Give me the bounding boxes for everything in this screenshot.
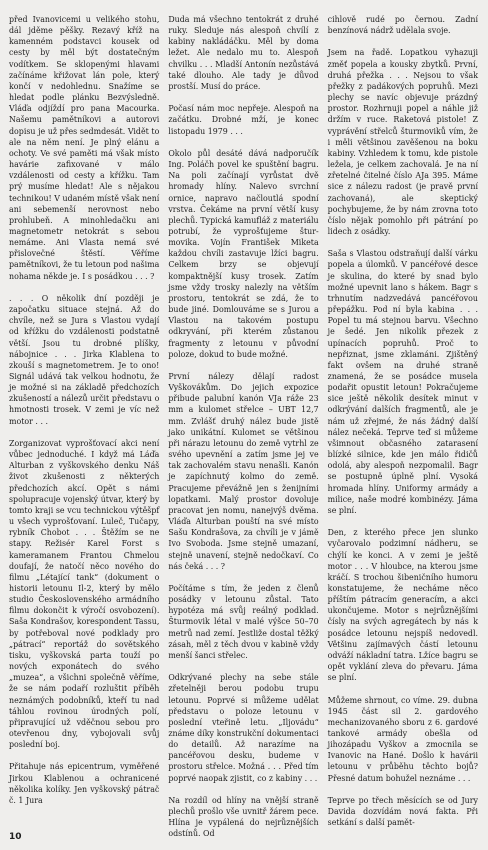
column-2-text: Duda má všechno tentokrát z druhé ruky. Sleduje nás alespoň chvílí z kabiny nakládáčku. Měl by doma ležet. Ale nedalo mu to. Alespoň chvilku . . . Mladší Antonín nezůstává také dlouho. Ale tady je důvod prostší. Musí do práce. Počasí nám moc nepřeje. Alespoň na začátku. Drobné mží, je konec listopadu 1979 . . . Okolo půl desáté dává nadporučík Ing. Poláčh povel ke spuštění bagru. Na poli začínají vyrůstat dvě hromady hlíny. Nalevo svrchní ornice, napravo načloutlá spodní vrstva. Čekáme na první větší kusy plechů. Typická kamufláž z materiálu potrubí, že vyprošťujeme štur-movika. Vojín František Miketa každou chvíli zastavuje lžíci bagru. Celkem brzy se objevují kompaktnější kusy trosek. Zatím jsme vždy trosky nalezly na větším prostoru, tentokrát se zdá, že to bude jiné. Domlouváme se s Jurou a Vlastou na takovém postupu odkryvání, při kterém zůstanou fragmenty z letounu v původní poloze, dokud to bude možné. První nálezy dělají radost Vyškovákům. Do jejich expozice přibude palubní kanón VJa ráže 23 mm a kulomet střelce – UBT 12,7 mm. Zvlášť druhý nález bude jistě jako unikátní. Kulomet se většinou při nárazu letounu do země vytrhl ze svého upevnění a zatím jsme jej ve tak zachovalém stavu nenašli. Kanón je zapíchnutý kolmo do země. Pracujeme převážně jen s ženijními lopatkami. Malý prostor dovoluje pracovat jen nomu, nanejvýš dvěma. Vláďa Alturban pouští na své místo Sašu Kondrašova, za chvíli je v jámě Ivo Svoboda. Jsme stejně umazaní, stejně unavení, stejně nedočkaví. Co nás čeká . . . ? Počítáme s tím, že jeden z členů posádky v letounu zůstal. Tato hypotéza má svůj reálný podklad. Šturmovik létal v malé výšce 50–70 metrů nad zemí. Jestliže dostal těžký zásah, měl z těch dvou v kabině vždy menší šanci střelec. Odkrývané plechy na sebe stále zřetelněji berou podobu trupu letounu. Poprvé si můžeme udělat představu o poloze letounu v poslední vteřině letu. „Iljovádu“ známe díky konstrukční dokumentaci do detailů. Až narazíme na pancéřovou desku, budeme v prostoru střelce. Možná . . . Před tím poprvé naopak zjistit, co z kabiny . . . Na rozdíl od hlíny na vnější straně plechů prošlo vše uvnitř žárem pece. Hlína je vypálená do nejrůznějších odstínů. Od xyxy=(168,15,319,839)
text-column-3 xyxy=(328,14,478,826)
column-3-text: cihlově rudé po černou. Zadní benzínová nádrž udělala svoje. Jsem na řadě. Lopatkou vyhazuji změť popela a kousky zbytků. První, druhá přežka . . . Nejsou to však přežky z padákových popruhů. Mezi plechy se navíc objevuje prázdný prostor. Rozhrnuji popel a náhle již držím v ruce. Raketová pistole! Z vyprávění střelců šturmoviků vím, že i měli většinou zavěšenou na boku kabiny. Vzhledem k tomu, kde pistole ležela, je celkem zachovalá. Je na ní zřetelné čitelné číslo AJa 395. Máme sice z nálezu radost (je pravě první zachovaná), ale skeptický pochybujeme, že by nám zrovna toto číslo nějak pomohlo při pátrání po lidech z osádky. Saša s Vlastou odstraňují další várku popela a úlomků. V pancéřové desce je skulina, do které by snad bylo možné upevnit lano s hákem. Bagr s trhnutím nadzvedává pancéřovou přepážku. Pod ní byla kabina . . . Popel tu má stejnou barvu. Všechno je šedé. Jen nikolik přezek z upínacích popruhů. Proč to nepřiznat, jsme zklamáni. Zjištěný fakt ovšem na druhé straně znamená, že se posádce musela podařit opustit letoun! Pokračujeme sice ještě několik desítek minut v odkrývání dalších fragmentů, ale je nám už zřejmé, že nás žádný další nález nečeká. Teprve teď si můžeme všimnout občasného zatarasení blízké silnice, kde jen málo řidičů odolá, aby alespoň nezpomalil. Bagr se postupně úplně plní. Vysoká hromada hlíny. Uniformy armády a milice, naše modré kombinézy. Jáma se plní. Den, z kterého přece jen slunko vyčarovalo podzimní nádheru, se chýlí ke konci. A v zemi je ještě motor . . . V hloubce, na kterou jsme kráčí. S trochou šibeničního humoru konstatujeme, že necháme něco příštím pátracím generacím, a akci ukončujeme. Motor s nejrůznějšími čísly na svých agregátech by nás k posádce letounu nejspíš nedovedl. Většinu zajímavých částí letounu odváží nákladní tatra. Lžíce bagru se opět vyklání zleva do převaru. Jáma se plní. Můžeme shrnout, co víme. 29. dubna 1945 část sil 2. gardového mechanizovaného sboru z 6. gardové tankové armády obešla od jihozápadu Vyškov a zmocnila se Ivanovic na Hané. Došlo k havárii letounu v průběhu těchto bojů? Přesné datum bohužel neznáme . . . Teprve po třech měsících se od Jury Davida dozvídám nová fakta. Při setkání s další pamět- xyxy=(327,15,478,828)
text-column-1 xyxy=(9,14,159,826)
page-number: 10 xyxy=(9,832,22,842)
column-1-text: před Ivanovicemi u velikého stohu, dál jděme pěšky. Rezavý kříž na kamenném podstavci kousek od cesty by měl být dostatečným vodítkem. Se sklopenými hlavami začínáme křižovat lán pole, který končí v nedohlednu. Snažíme se hledat podle plánku Bezvýsledně. Vláďa odjíždí pro pana Macourka. Našemu pamětníkovi a autorovi dopisu je už přes sedmdesát. Vidět to ale na něm není. Je plný elánu a ochoty. Ve své paměti má však místo havárie zafixované v málo vzdálenosti od cesty a křížku. Tam prý musíme hledat! Ale s nějakou technikou! V udaném místě však není ani sebemenší nerovnost nebo prohlubeň. A minohledačku ani magnetometr netokrát s sebou nemáme. Ani Vlasta nemá své přislovečné štěstí. Věříme pamětníkovi, že tu letoun pod našima nohama někde je. I s posádkou . . . ? . . . O několik dní později je započatku situace stejná. Až do chvíle, než se Jura s Vlastou vydají od křížku do vzdálenosti podstatně větší. Jsou tu drobné plíšky, nábojnice . . . Jirka Klablena to zkouší s magnetometrem. Je to ono! Signál udává tak velkou hodnotu, že je možné si na základě předchozích zkušeností a nálezů určit představu o hmotnosti trosek. V zemi je víc než motor . . . Zorganizovat vyprošťovací akci není vůbec jednoduché. I když má Láďa Alturban z vyškovského denku Náš život zkušenosti z některých předchozích akcí. Opět s námi spolupracuje vojenský útvar, který by tomto kraji se vcu technickou výtěšpf u všech vyprošťovaní. Luleč, Tučapy, rybník Chobot . . . Štěžím se ne stapy. Režisér Karel Forst s kameramanem Frantou Chmelou doufají, že natočí něco nového do filmu „Létající tank“ (dokument o historii letounu Il-2, který by mělo studio Československého armádního filmu dokončit k výročí osvobození). Saša Kondrašov, korespondent Tassu, by potřeboval nové podklady pro „pátrací“ reportáž do sovětského tisku, vyškovská parta touží po nových exponátech do svého „muzea“, a všichni společně věříme, že se nám podaří rozluštit příběh neznámých podobníků, kteří tu nad táhlou rovinou úrodných polí, připravující už vděčnou sebou pro otevřenou dny, vybojovali svůj poslední boj. Přitahuje nás epicentrum, vyměřené Jirkou Klablenou a ochranicené několika kolíky. Jen vyškovský pátrač č. 1 Jura xyxy=(9,15,160,805)
text-column-2 xyxy=(168,14,319,839)
